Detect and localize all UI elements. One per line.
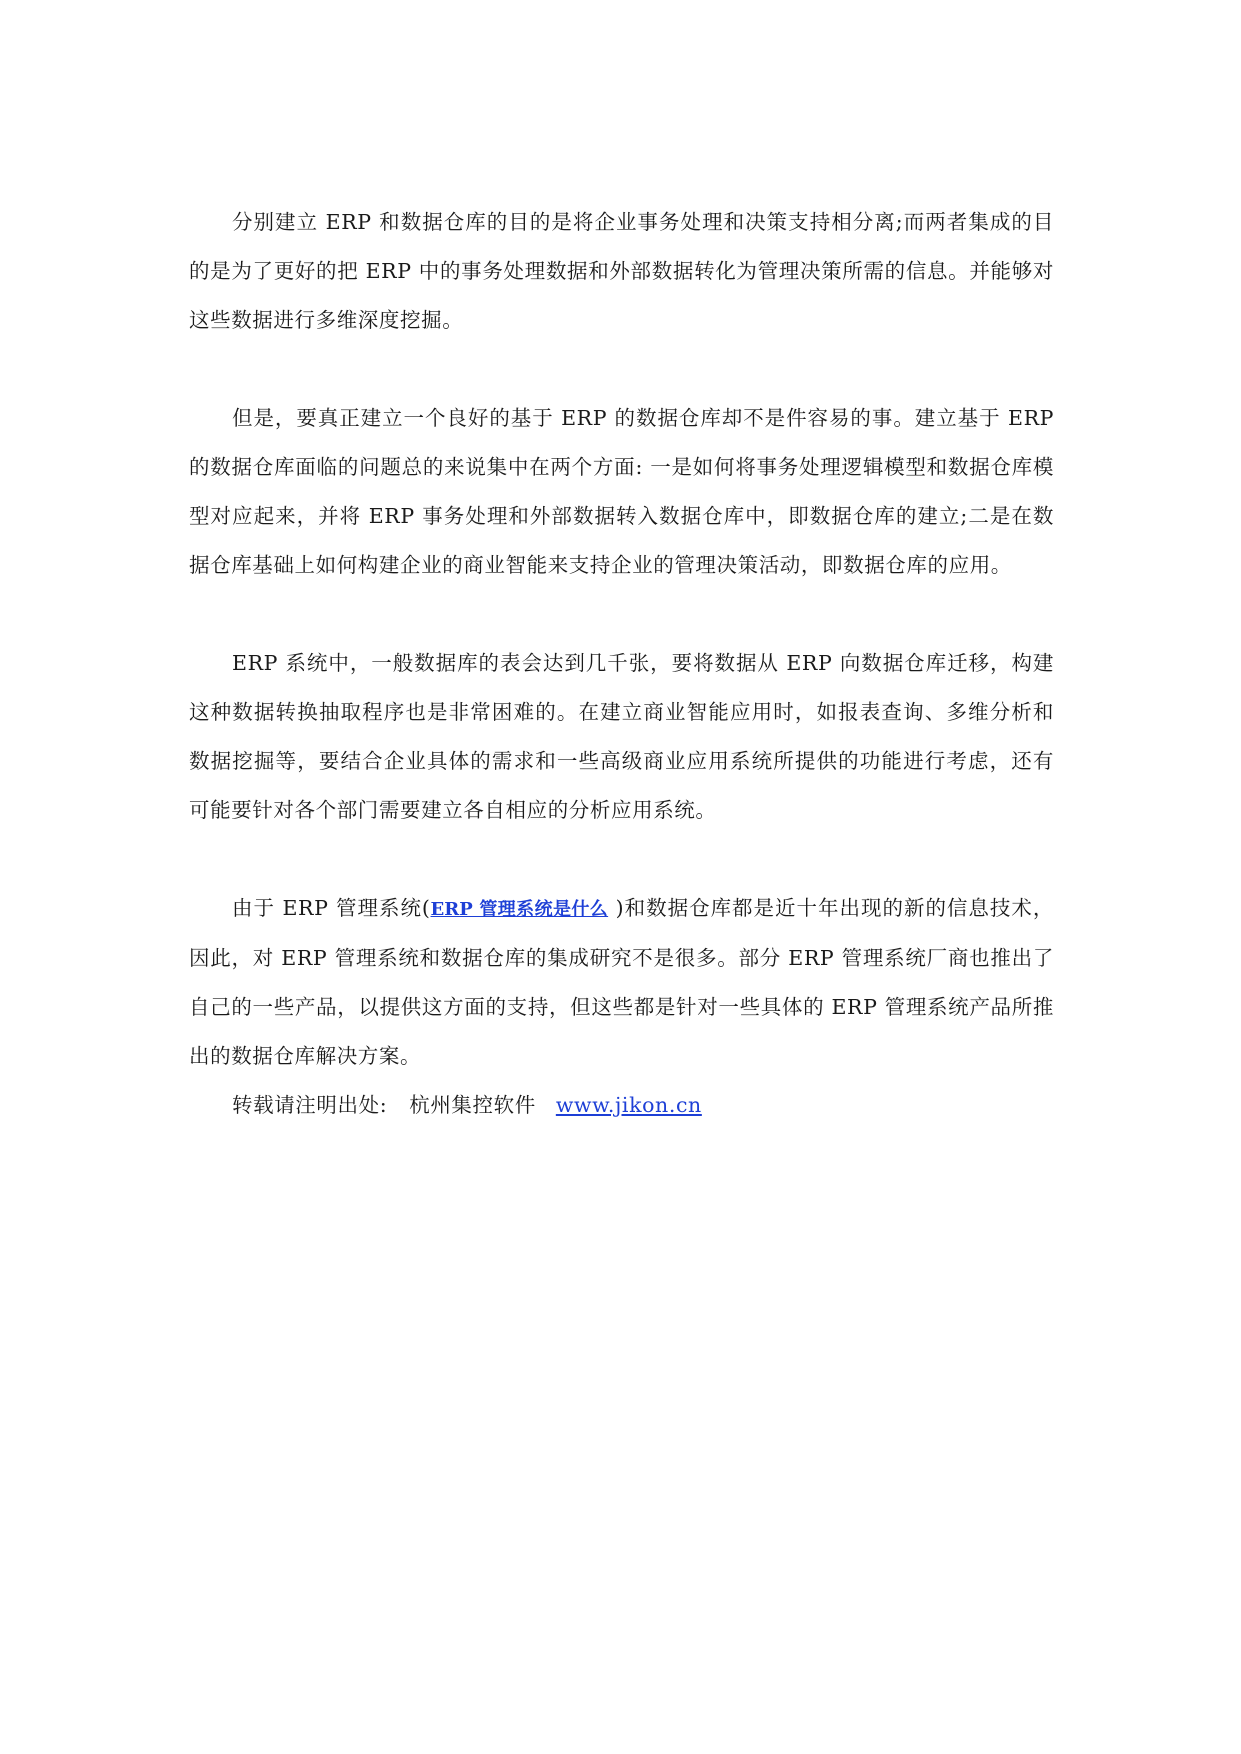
source-label: 转载请注明出处: xyxy=(232,1093,388,1117)
erp-what-is-link[interactable]: ERP 管理系统是什么 xyxy=(430,899,609,920)
paragraph-gap xyxy=(189,835,1054,884)
jikon-website-link[interactable]: www.jikon.cn xyxy=(555,1093,702,1117)
paragraph-4-after: )和数据仓库都是近十年出现的新的信息技术，因此，对 ERP 管理系统和数据仓库的集成研究不是很多。部分 ERP 管理系统厂商也推出了自己的一些产品，以提供这方面的支持，但这些都是针对一些具体的 ERP 管理系统产品所推出的数据仓库解决方案。 xyxy=(189,896,1054,1068)
document-body xyxy=(189,198,1054,1130)
paragraph-gap xyxy=(189,590,1054,639)
source-company: 杭州集控软件 xyxy=(409,1093,536,1117)
paragraph-gap xyxy=(189,345,1054,394)
source-line xyxy=(189,1081,1054,1130)
paragraph-4-before: 由于 ERP 管理系统( xyxy=(232,896,431,920)
paragraph-3: ERP 系统中，一般数据库的表会达到几千张，要将数据从 ERP 向数据仓库迁移，构建这种数据转换抽取程序也是非常困难的。在建立商业智能应用时，如报表查询、多维分析和数据挖掘等，要结合企业具体的需求和一些高级商业应用系统所提供的功能进行考虑，还有可能要针对各个部门需要建立各自相应的分析应用系统。 xyxy=(189,651,1054,822)
paragraph-2: 但是，要真正建立一个良好的基于 ERP 的数据仓库却不是件容易的事。建立基于 ERP 的数据仓库面临的问题总的来说集中在两个方面: 一是如何将事务处理逻辑模型和数据仓库模型对应起来，并将 ERP 事务处理和外部数据转入数据仓库中，即数据仓库的建立;二是在数据仓库基础上如何构建企业的商业智能来支持企业的管理决策活动，即数据仓库的应用。 xyxy=(189,406,1054,577)
paragraph-4 xyxy=(189,884,1054,1081)
paragraph-1: 分别建立 ERP 和数据仓库的目的是将企业事务处理和决策支持相分离;而两者集成的目的是为了更好的把 ERP 中的事务处理数据和外部数据转化为管理决策所需的信息。并能够对这些数据进行多维深度挖掘。 xyxy=(189,210,1054,332)
